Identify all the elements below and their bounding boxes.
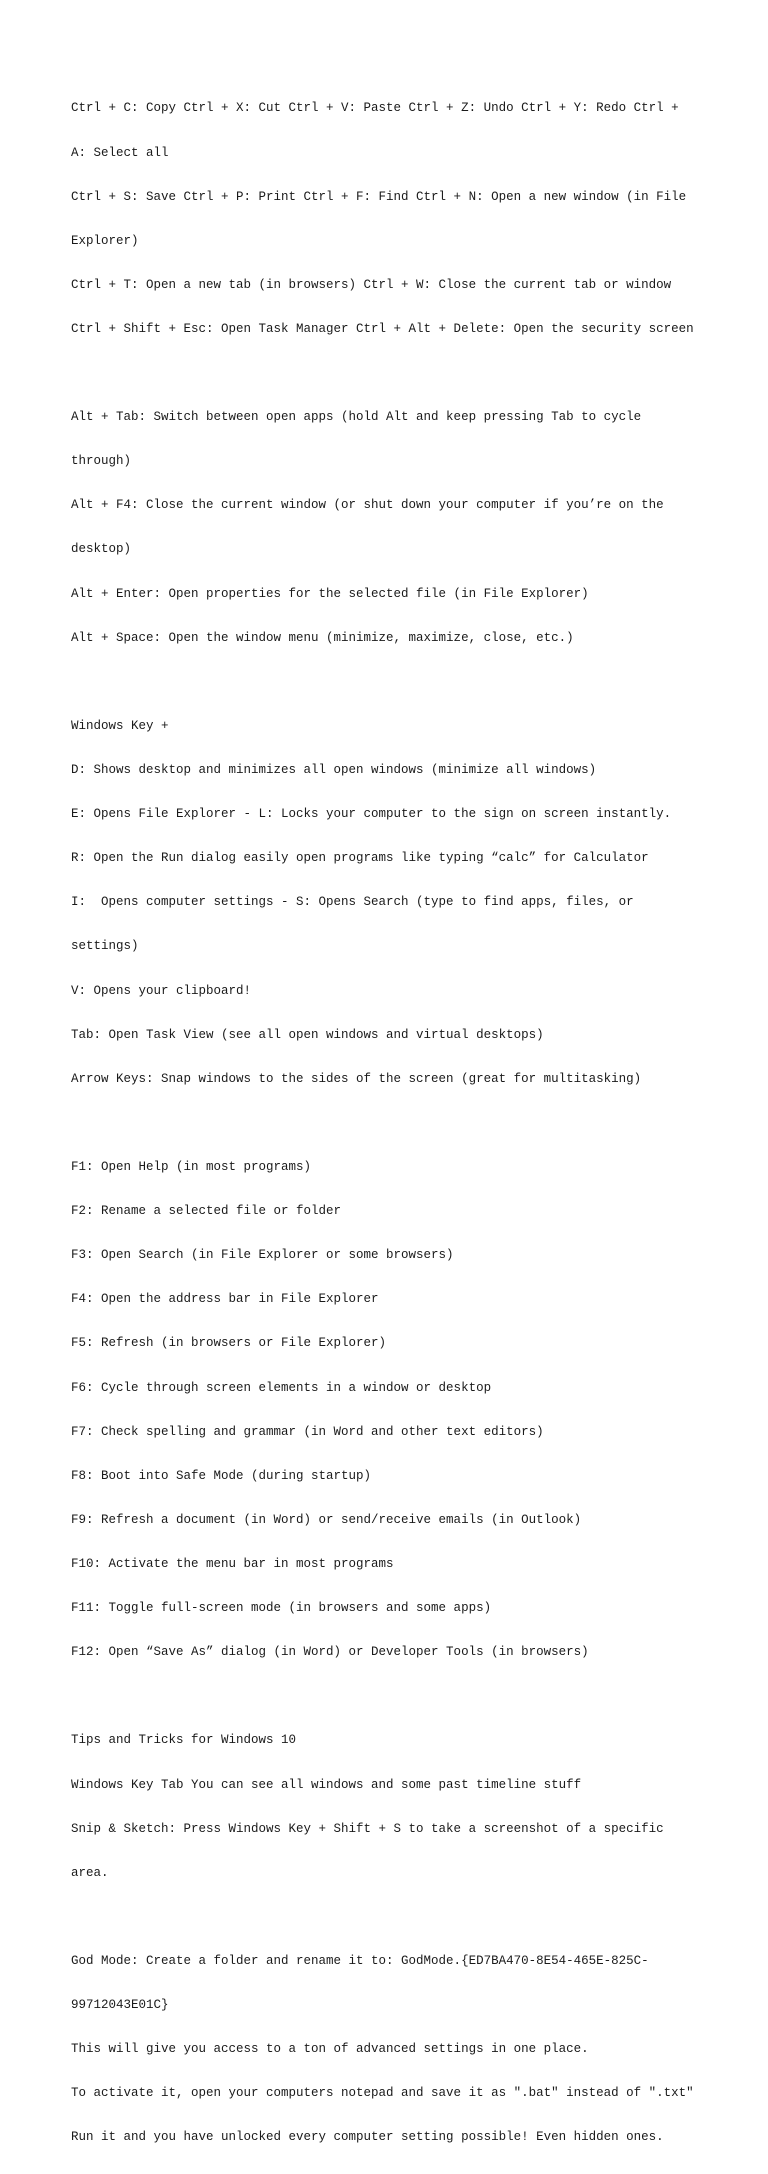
text-line: F3: Open Search (in File Explorer or some browsers) (71, 1248, 454, 1263)
text-line: Snip & Sketch: Press Windows Key + Shift + S to take a screenshot of a specific (71, 1821, 664, 1836)
text-line: V: Opens your clipboard! (71, 983, 252, 998)
text-line: 99712043E01C} (71, 1998, 169, 2013)
text-line: F12: Open “Save As” dialog (in Word) or Developer Tools (in browsers) (71, 1645, 589, 1660)
text-line: A: Select all (71, 145, 169, 160)
document-body (71, 72, 711, 2174)
text-line: F4: Open the address bar in File Explorer (71, 1292, 379, 1307)
text-line: Ctrl + S: Save Ctrl + P: Print Ctrl + F: Find Ctrl + N: Open a new window (in File (71, 189, 687, 204)
text-line: Alt + Enter: Open properties for the selected file (in File Explorer) (71, 586, 589, 601)
text-line: Ctrl + C: Copy Ctrl + X: Cut Ctrl + V: Paste Ctrl + Z: Undo Ctrl + Y: Redo Ctrl + (71, 101, 679, 116)
text-line: Run it and you have unlocked every computer setting possible! Even hidden ones. (71, 2130, 664, 2145)
text-line: Ctrl + T: Open a new tab (in browsers) Ctrl + W: Close the current tab or window (71, 277, 672, 292)
text-line: E: Opens File Explorer - L: Locks your computer to the sign on screen instantly. (71, 807, 672, 822)
text-line: This will give you access to a ton of advanced settings in one place. (71, 2042, 589, 2057)
blank-line (71, 1910, 711, 1925)
text-line: R: Open the Run dialog easily open programs like typing “calc” for Calculator (71, 851, 649, 866)
text-line: To activate it, open your computers notepad and save it as ".bat" instead of ".txt" (71, 2086, 694, 2101)
text-line: F10: Activate the menu bar in most programs (71, 1556, 394, 1571)
text-line: Arrow Keys: Snap windows to the sides of the screen (great for multitasking) (71, 1071, 642, 1086)
text-line: Explorer) (71, 233, 139, 248)
text-line: D: Shows desktop and minimizes all open windows (minimize all windows) (71, 763, 597, 778)
text-line: F5: Refresh (in browsers or File Explorer) (71, 1336, 387, 1351)
section-heading: Tips and Tricks for Windows 10 (71, 1733, 297, 1748)
text-line: God Mode: Create a folder and rename it to: GodMode.{ED7BA470-8E54-465E-825C- (71, 1953, 649, 1968)
text-line: Alt + Space: Open the window menu (minimize, maximize, close, etc.) (71, 630, 574, 645)
text-line: Ctrl + Shift + Esc: Open Task Manager Ctrl + Alt + Delete: Open the security screen (71, 321, 694, 336)
text-line: I: Opens computer settings - S: Opens Search (type to find apps, files, or (71, 895, 634, 910)
text-line: F11: Toggle full-screen mode (in browsers and some apps) (71, 1601, 492, 1616)
text-line: Alt + Tab: Switch between open apps (hold Alt and keep pressing Tab to cycle (71, 410, 642, 425)
text-line: F9: Refresh a document (in Word) or send/receive emails (in Outlook) (71, 1512, 582, 1527)
text-line: F8: Boot into Safe Mode (during startup) (71, 1468, 372, 1483)
blank-line (71, 366, 711, 381)
text-line: F7: Check spelling and grammar (in Word and other text editors) (71, 1424, 544, 1439)
text-line: through) (71, 454, 132, 469)
blank-line (71, 1116, 711, 1131)
text-line: Alt + F4: Close the current window (or shut down your computer if you’re on the (71, 498, 664, 513)
text-line: Windows Key Tab You can see all windows and some past timeline stuff (71, 1777, 582, 1792)
text-line: F1: Open Help (in most programs) (71, 1159, 312, 1174)
text-line: Windows Key + (71, 718, 169, 733)
text-line: F6: Cycle through screen elements in a window or desktop (71, 1380, 492, 1395)
text-line: area. (71, 1865, 109, 1880)
text-line: F2: Rename a selected file or folder (71, 1204, 342, 1219)
blank-line (71, 675, 711, 690)
text-line: desktop) (71, 542, 132, 557)
blank-line (71, 1689, 711, 1704)
text-line: Tab: Open Task View (see all open windows and virtual desktops) (71, 1027, 544, 1042)
text-line: settings) (71, 939, 139, 954)
